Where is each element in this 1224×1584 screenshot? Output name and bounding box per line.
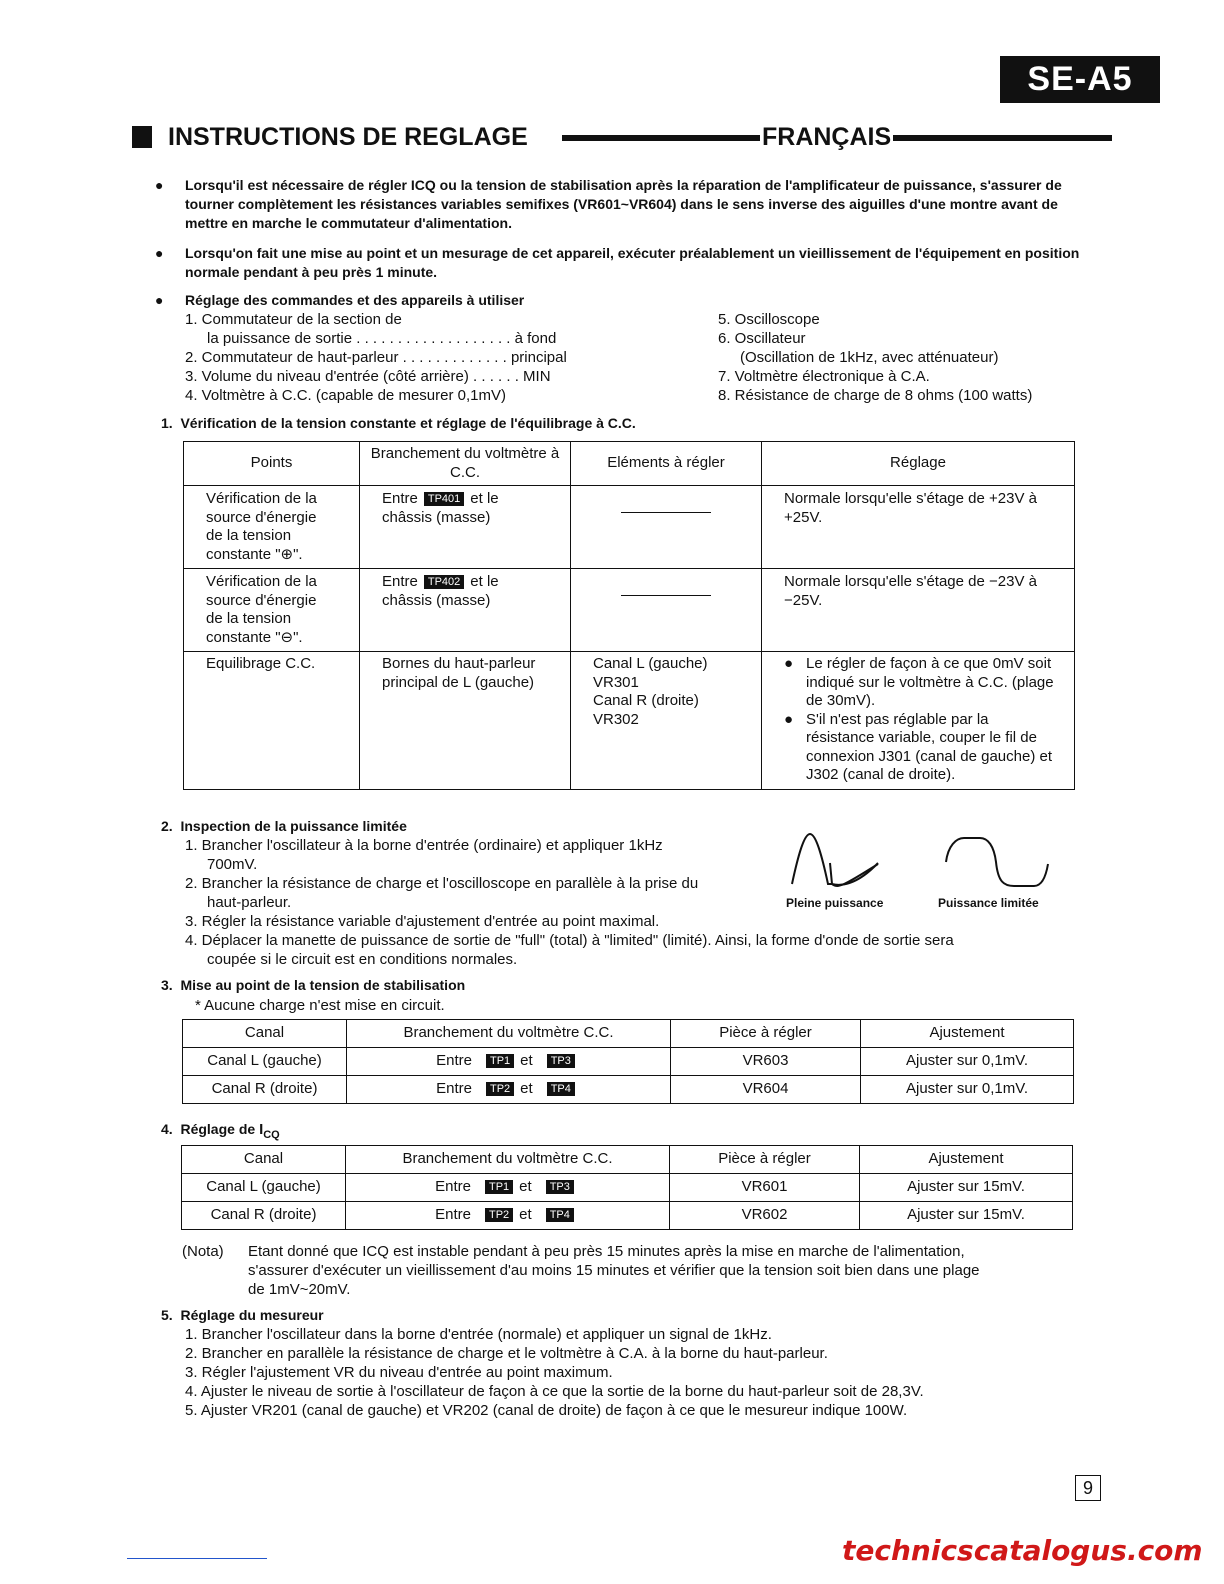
wave-label-limited: Puissance limitée: [938, 896, 1039, 910]
watermark: technicscatalogus.com: [842, 1534, 1203, 1567]
section-heading: [132, 121, 1112, 153]
table-row: Vérification de la source d'énergie de la tension constante "⊖". Entre TP402 et le châssis (masse) Normale lorsqu'elle s'étage de −23V à −25V.: [184, 569, 1075, 652]
settings-left-list: 1. Commutateur de la section de la puissance de sortie . . . . . . . . . . . . . . . . . . . à fond 2. Commutateur de haut-parleur . . . . . . . . . . . . . principal 3. Volume du niveau d'entrée (côté arrière) . . . . . . MIN 4. Voltmètre à C.C. (capable de mesurer 0,1mV): [185, 311, 567, 404]
icq-table: Canal Branchement du voltmètre C.C. Pièce à régler Ajustement Canal L (gauche) Entre TP1 et TP3 VR601 Ajuster sur 15mV. Canal R (droite) Entre TP2 et TP4 VR602 Ajuster sur 15mV.: [181, 1145, 1073, 1230]
section-5-steps: 1. Brancher l'oscillateur dans la borne d'entrée (normale) et appliquer un signal de 1kHz. 2. Brancher en parallèle la résistance de charge et le voltmètre à C.A. à la borne du haut-parleur. 3. Régler l'ajustement VR du niveau d'entrée au point maximum. 4. Ajuster le niveau de sortie à l'oscillateur de façon à ce que la sortie de la borne du haut-parleur soit de 28,3V. 5. Ajuster VR201 (canal de gauche) et VR202 (canal de droite) de façon à ce que le mesureur indique 100W.: [185, 1326, 924, 1419]
table-row: Vérification de la source d'énergie de la tension constante "⊕". Entre TP401 et le châssis (masse) Normale lorsqu'elle s'étage de +23V à +25V.: [184, 486, 1075, 569]
table-row: Equilibrage C.C. Bornes du haut-parleur principal de L (gauche) Canal L (gauche) VR301 Canal R (droite) VR302 ● Le régler de façon à ce que 0mV soit indiqué sur le voltmètre à C.C. (plage de 30mV). ● S'il n'est pas réglable par la résistance variable, couper le fil de connexion J301 (canal de gauche) et J302 (canal de droite).: [184, 652, 1075, 790]
heading-square-icon: [132, 126, 152, 148]
table-row: Canal R (droite) Entre TP2 et TP4 VR604 Ajuster sur 0,1mV.: [183, 1076, 1074, 1104]
intro-paragraph: Lorsqu'on fait une mise au point et un mesurage de cet appareil, exécuter préalablement un vieillissement de l'équipement en position normale pendant à peu près 1 minute.: [185, 245, 1080, 280]
section-3-note: * Aucune charge n'est mise en circuit.: [195, 997, 445, 1014]
full-power-wave-icon: [792, 834, 878, 886]
waveform-diagram: [788, 826, 1058, 892]
limited-power-wave-icon: [946, 838, 1048, 886]
section-5-title: 5. Réglage du mesureur: [161, 1307, 324, 1323]
stabilization-table: Canal Branchement du voltmètre C.C. Pièce à régler Ajustement Canal L (gauche) Entre TP1 et TP3 VR603 Ajuster sur 0,1mV. Canal R (droite) Entre TP2 et TP4 VR604 Ajuster sur 0,1mV.: [182, 1019, 1074, 1104]
page-number: 9: [1075, 1475, 1101, 1501]
table-row: Canal L (gauche) Entre TP1 et TP3 VR603 Ajuster sur 0,1mV.: [183, 1048, 1074, 1076]
section-2-title: 2. Inspection de la puissance limitée: [161, 818, 407, 834]
section-3-title: 3. Mise au point de la tension de stabilisation: [161, 977, 466, 993]
nota-text: Etant donné que ICQ est instable pendant à peu près 15 minutes après la mise en marche de l'alimentation, s'assurer d'exécuter un vieillissement d'au moins 15 minutes et vérifier que la tension soit bien dans une plage de 1mV~20mV.: [248, 1243, 980, 1298]
table-row: Canal R (droite) Entre TP2 et TP4 VR602 Ajuster sur 15mV.: [182, 1202, 1073, 1230]
table-row: Canal L (gauche) Entre TP1 et TP3 VR601 Ajuster sur 15mV.: [182, 1174, 1073, 1202]
wave-label-full: Pleine puissance: [786, 896, 884, 910]
settings-title: Réglage des commandes et des appareils à utiliser: [185, 292, 525, 308]
nota-label: (Nota): [182, 1243, 224, 1260]
model-badge: SE-A5: [1000, 56, 1160, 103]
settings-right-list: 5. Oscilloscope 6. Oscillateur (Oscillation de 1kHz, avec atténuateur) 7. Voltmètre électronique à C.A. 8. Résistance de charge de 8 ohms (100 watts): [718, 311, 1033, 404]
section-1-title: 1. Vérification de la tension constante et réglage de l'équilibrage à C.C.: [161, 415, 636, 431]
heading-language: FRANÇAIS: [762, 123, 892, 151]
dc-balance-table: Points Branchement du voltmètre à C.C. Eléments à régler Réglage Vérification de la source d'énergie de la tension constante "⊕". Entre TP401 et le châssis (masse) Normale lorsqu'elle s'étage de +23V à +25V. Vérification de la source d'énergie de la tension constante "⊖". Entre TP402 et le châssis (masse) Normale lorsqu'elle s'étage de −23V à −25V. Equilibrage C.C. Bornes du haut-parleur principal de L (gauche) Canal L (gauche) VR301 Canal R (droite) VR302 ● Le régler de façon à ce que 0mV soit indiqué sur le voltmètre à C.C. (plage de 30mV). ● S'il n'est pas réglable par la résistance variable, couper le fil de connexion J301 (canal de gauche) et J302 (canal de droite).: [183, 441, 1075, 790]
section-4-title: 4. Réglage de $I_{CQ}$: [161, 1121, 280, 1141]
heading-title: INSTRUCTIONS DE REGLAGE: [168, 123, 528, 151]
intro-paragraph: Lorsqu'il est nécessaire de régler ICQ ou la tension de stabilisation après la réparation de l'amplificateur de puissance, s'assurer de tourner complètement les résistances variables semifixes (VR601~VR604) dans le sens inverse des aiguilles d'une montre avant de mettre en marche le commutateur d'alimentation.: [185, 177, 1062, 231]
section-2-steps: 1. Brancher l'oscillateur à la borne d'entrée (ordinaire) et appliquer 1kHz 700mV. 2. Brancher la résistance de charge et l'oscilloscope en parallèle à la prise du haut-parleur. 3. Régler la résistance variable d'ajustement d'entrée au point maximal. 4. Déplacer la manette de puissance de sortie de "full" (total) à "limited" (limité). Ainsi, la forme d'onde de sortie sera coupée si le circuit est en conditions normales.: [185, 837, 954, 968]
